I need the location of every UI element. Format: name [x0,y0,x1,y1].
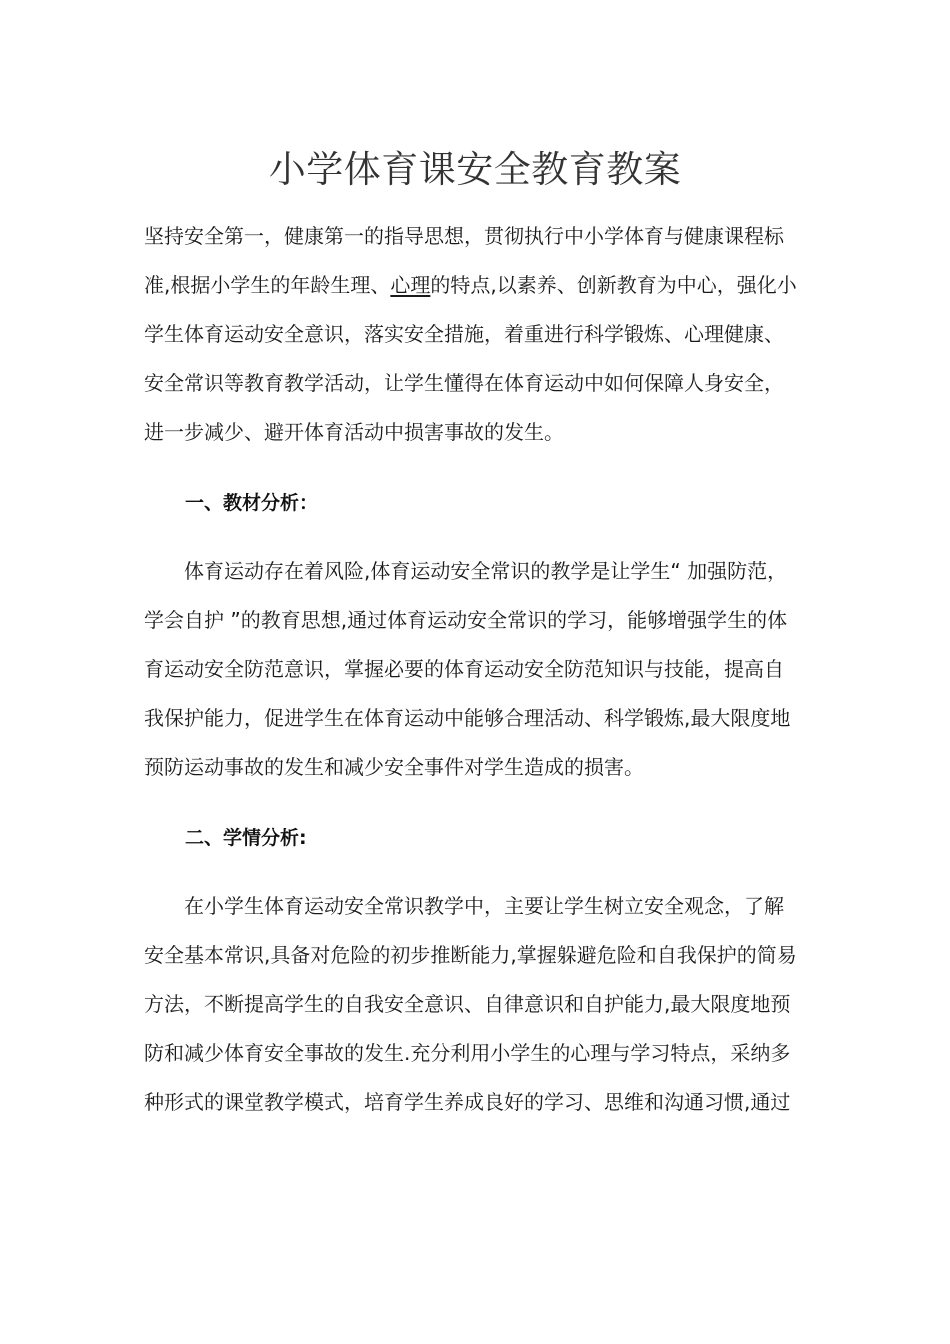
paragraph-line: 防和减少体育安全事故的发生.充分利用小学生的心理与学习特点，采纳多 [144,1041,791,1065]
paragraph-line: 我保护能力，促进学生在体育运动中能够合理活动、科学锻炼,最大限度地 [144,706,791,730]
line-text: 的特点,以素养、创新教育为中心，强化小 [430,273,797,297]
psychology-link[interactable]: 心理 [390,273,431,297]
paragraph-line: 学会自护 ”的教育思想,通过体育运动安全常识的学习，能够增强学生的体 [144,608,788,632]
paragraph-line: 预防运动事故的发生和减少安全事件对学生造成的损害。 [144,755,644,779]
paragraph-line: 进一步减少、避开体育活动中损害事故的发生。 [144,420,564,444]
document-title: 小学体育课安全教育教案 [268,148,682,191]
line-text: 准,根据小学生的年龄生理、 [144,273,391,297]
paragraph-line: 学生体育运动安全意识，落实安全措施，着重进行科学锻炼、心理健康、 [144,322,784,346]
paragraph-line: 育运动安全防范意识，掌握必要的体育运动安全防范知识与技能，提高自 [144,657,784,681]
section-heading-material-analysis: 一、教材分析： [185,492,319,514]
section-heading-learner-analysis: 二、学情分析: [185,827,307,849]
intro-paragraph [144,212,814,457]
paragraph-line: 种形式的课堂教学模式，培育学生养成良好的学习、思维和沟通习惯,通过 [144,1090,791,1114]
material-analysis-paragraph [144,547,814,792]
paragraph-line [144,261,814,310]
learner-analysis-paragraph [144,882,814,1127]
paragraph-line: 坚持安全第一，健康第一的指导思想，贯彻执行中小学体育与健康课程标 [144,224,784,248]
paragraph-line: 安全常识等教育教学活动，让学生懂得在体育运动中如何保障人身安全， [144,371,784,395]
paragraph-line: 在小学生体育运动安全常识教学中，主要让学生树立安全观念，了解 [184,894,784,918]
paragraph-line: 体育运动存在着风险,体育运动安全常识的教学是让学生“ 加强防范， [184,559,788,583]
paragraph-line: 方法，不断提高学生的自我安全意识、自律意识和自护能力,最大限度地预 [144,992,791,1016]
paragraph-line: 安全基本常识,具备对危险的初步推断能力,掌握躲避危险和自我保护的简易 [144,943,797,967]
